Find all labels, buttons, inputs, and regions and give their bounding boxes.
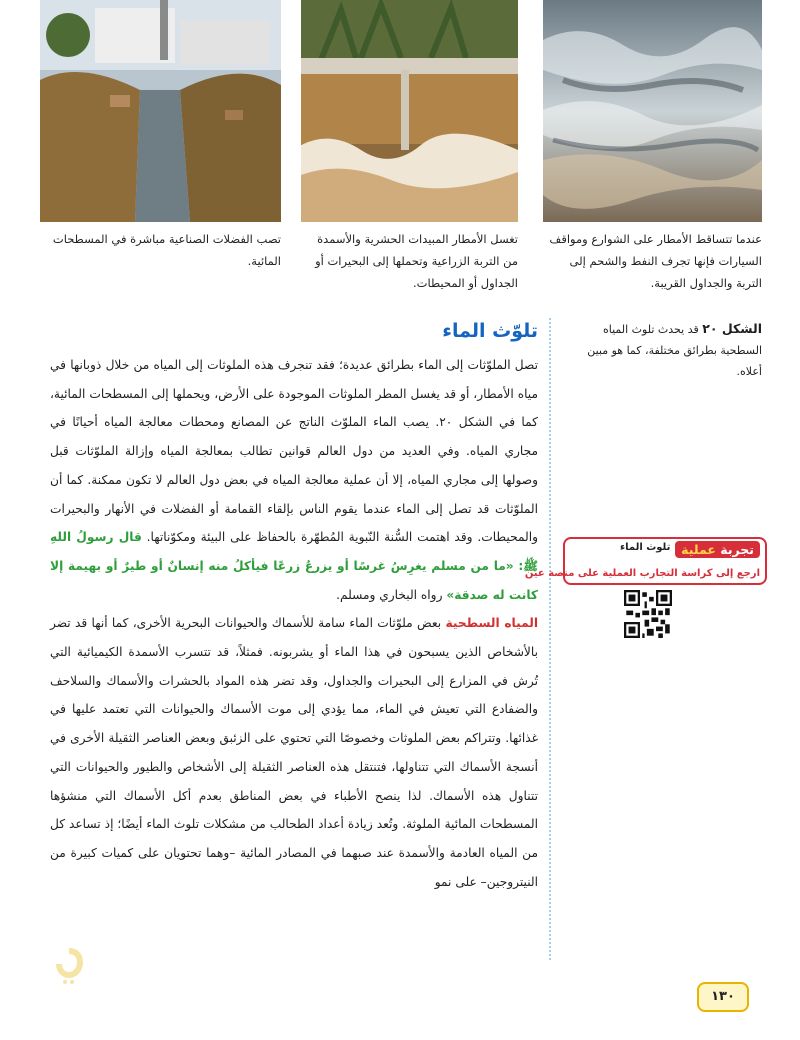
caption-left: تصب الفضلات الصناعية مباشرة في المسطحات المائية. xyxy=(52,232,281,268)
paragraph-2 xyxy=(50,609,538,896)
qr-code-icon[interactable] xyxy=(624,590,672,638)
ein-logo-icon xyxy=(52,944,86,984)
lab-activity-label-accent: عملية xyxy=(681,542,716,557)
lab-activity-link[interactable]: ارجع إلى كراسة التجارب العملية على منصة عين xyxy=(524,568,760,579)
paragraph-2-text: بعض ملوّثات الماء سامة للأسماك والحيوانات البحرية الأخرى، كما أنها قد تضر بالأشخاص الذين يسبحون في هذا الماء أو يشربونه. فمثلاً، قد تتسرب الأسمدة الكيميائية التي تُرش في المزارع إلى البحيرات والجداول، وقد تضر هذه المواد بالحشرات والأسماك والسلاحف والضفادع التي تعيش في الماء، مما يؤدي إلى موت الأسماك والحيوانات التي تعتمد عليها في غذائها. وتتراكم بعض الملوثات وخصوصًا التي تحتوي على الزئبق وبعض العناصر الثقيلة الأخرى في أنسجة الأسماك التي تتناولها، فتنتقل هذه العناصر الثقيلة إلى الأشخاص والطيور والحيوانات التي تتناول هذه الأسماك. لذا ينصح الأطباء في بعض المناطق بعدم أكل الأسماك التي منشؤها المسطحات المائية الملوثة. وتُعد زيادة أعداد الطحالب من مشكلات تلوث الماء أيضًا؛ إذ تساعد كل من المياه العادمة والأسمدة عند صبهما في المصادر المائية –وهما تحتويان على كميات كبيرة من النيتروجين– على نمو xyxy=(50,616,538,889)
figure-label: الشكل ٢٠ xyxy=(702,321,762,336)
photo-agricultural-runoff xyxy=(301,0,518,222)
paragraph-1 xyxy=(50,351,538,609)
figure-caption xyxy=(570,318,762,382)
page-number: ١٣٠ xyxy=(697,982,749,1012)
body-text xyxy=(50,351,538,896)
lab-activity-box[interactable] xyxy=(524,537,767,585)
figure-text: قد يحدث تلوث المياه السطحية بطرائق مختلفة، كما هو مبين أعلاه. xyxy=(587,323,762,378)
caption-right: عندما تتساقط الأمطار على الشوارع ومواقف السيارات فإنها تجرف النفط والشحم إلى التربة والجداول القريبة. xyxy=(549,232,762,290)
section-title: تلوّث الماء xyxy=(442,320,538,342)
lab-activity-title: تلوث الماء xyxy=(620,542,671,553)
lab-activity-label-main: تجربة xyxy=(720,542,754,557)
photo-oily-water xyxy=(543,0,762,222)
column-divider xyxy=(549,318,551,960)
hadith-quote: قال رسولُ اللهِ ﷺ: «ما من مسلم يغرِسُ غرسًا أو يزرعُ زرعًا فيأكلُ منه إنسانٌ أو طيرٌ أو بهيمة إلا كانت له صدقة» xyxy=(50,530,538,602)
caption-middle: تغسل الأمطار المبيدات الحشرية والأسمدة من التربة الزراعية وتحملها إلى البحيرات أو الجداول أو المحيطات. xyxy=(315,232,518,290)
hadith-reference: رواه البخاري ومسلم. xyxy=(336,587,443,602)
paragraph-1-text: تصل الملوّثات إلى الماء بطرائق عديدة؛ فقد تنجرف هذه الملوثات إلى المياه من خلال ذوبانها في مياه الأمطار، أو قد يغسل المطر الملوثات الموجودة على الأرض، ويحملها إلى المسطحات المائية، كما في الشكل ٢٠. يصب الماء الملوّث الناتج عن المصانع ومحطات معالجة المياه أحيانًا في مجاري المياه. وفي العديد من دول العالم قوانين تطالب بمعالجة المياه وإزالة الملوّثات قبل وصولها إلى مجاري المياه، إلا أن عملية معالجة المياه في بعض دول العالم لا تكون ممكنة. كما أن الملوّثات قد تصل إلى الماء عندما يقوم الناس بإلقاء القمامة أو الفضلات في الأنهار والبحيرات والمحيطات. وقد اهتمت السُّنة النّبوية المُطهّرة بالحفاظ على البيئة ومكوّناتها. xyxy=(50,358,538,545)
lab-activity-label xyxy=(675,541,760,558)
photo-industrial-waste xyxy=(40,0,281,222)
surface-water-heading: المياه السطحية xyxy=(445,616,538,631)
